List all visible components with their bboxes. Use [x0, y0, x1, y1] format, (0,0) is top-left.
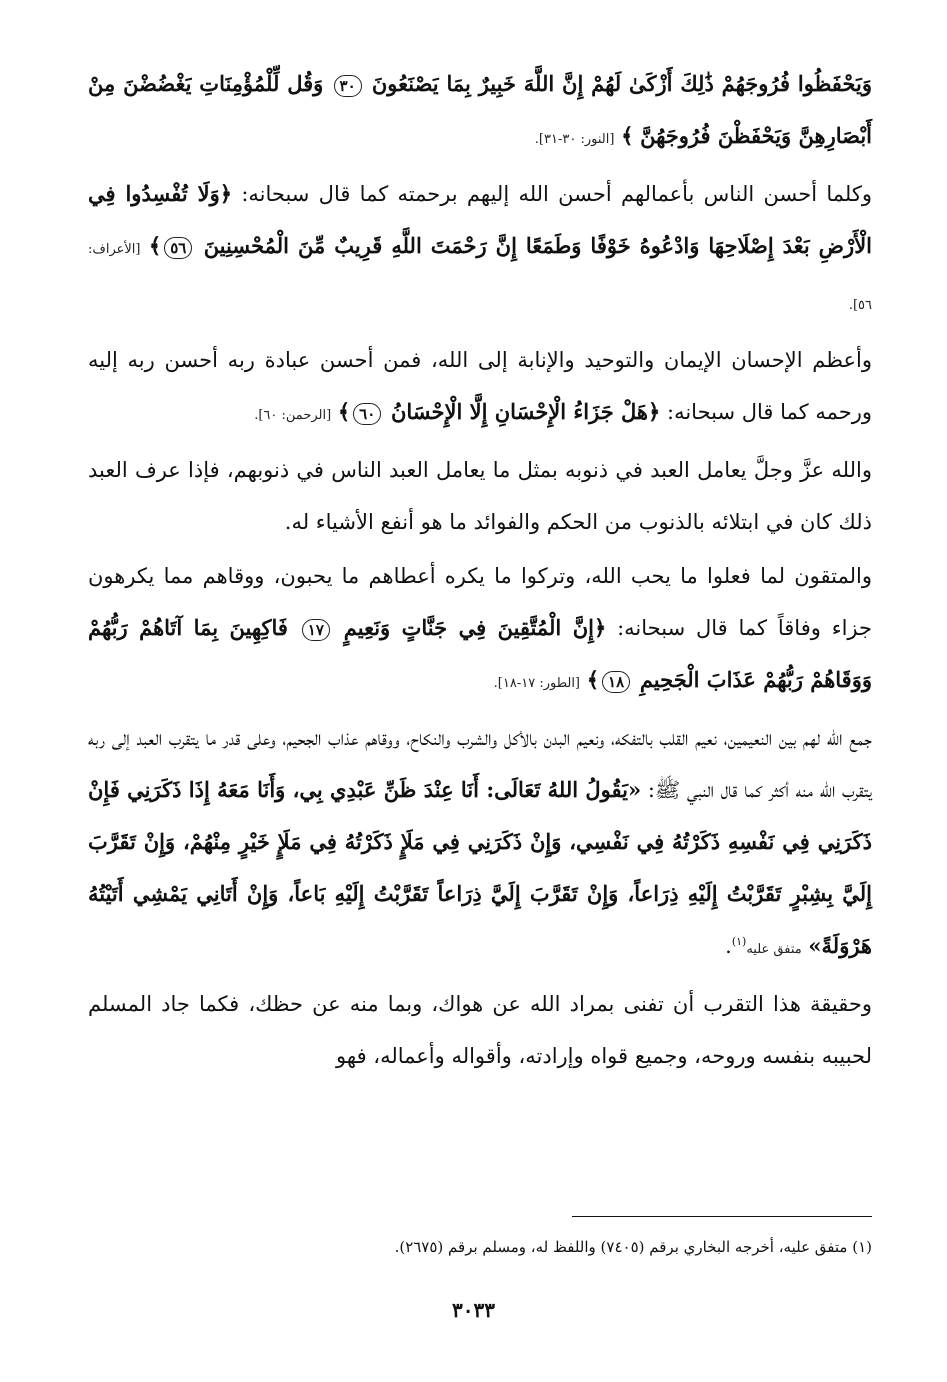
paragraph-text: وكلما أحسن الناس بأعمالهم أحسن الله إليهم برحمته كما قال سبحانه: [241, 182, 872, 206]
hadith-quote: «يَقُولُ اللهُ تَعَالَى: أَنَا عِنْدَ ظَنِّ عَبْدِي بِي، وَأَنَا مَعَهُ إِذَا ذَكَرَنِي فَإِنْ ذَكَرَنِي فِي نَفْسِهِ ذَكَرْتُهُ فِي نَفْسِي، وَإِنْ ذَكَرَنِي فِي مَلَإٍ ذَكَرْتُهُ فِي مَلَإٍ خَيْرٍ مِنْهُمْ، وَإِنْ تَقَرَّبَ إِلَيَّ بِشِبْرٍ تَقَرَّبْتُ إِلَيْهِ ذِرَاعاً، وَإِنْ تَقَرَّبَ إِلَيَّ ذِرَاعاً تَقَرَّبْتُ إِلَيْهِ بَاعاً، وَإِنْ أَتَانِي يَمْشِي أَتَيْتُهُ هَرْوَلَةً» [88, 777, 872, 958]
paragraph-text: وأعظم الإحسان الإيمان والتوحيد والإنابة إلى الله، فمن أحسن عبادة ربه أحسن ربه إليه ورحمه كما قال سبحانه: [88, 348, 872, 424]
footnote-divider [572, 1216, 872, 1217]
ayah-number: ١٧ [302, 619, 330, 641]
ayah-number: ٣٠ [334, 75, 362, 97]
sentence-end: . [725, 934, 732, 958]
quran-verse: فَاكِهِينَ بِمَا آتَاهُمْ رَبُّهُمْ وَوَقَاهُمْ رَبُّهُمْ عَذَابَ الْجَحِيمِ [88, 615, 872, 692]
quran-verse: إِنَّ الْمُتَّقِينَ فِي جَنَّاتٍ وَنَعِيمٍ [343, 615, 594, 640]
paragraph-text: والمتقون لما فعلوا ما يحب الله، وتركوا ما يكره أعطاهم ما يحبون، ووقاهم مما يكرهون جزاء وفاقاً كما قال سبحانه: [88, 564, 872, 640]
paragraph-7 [88, 978, 872, 1082]
page-body [88, 58, 872, 1082]
paragraph-text: جمع الله لهم بين النعيمين، نعيم القلب بالتفكه، ونعيم البدن بالأكل والشرب والنكاح، ووقاهم عذاب الجحيم، وعلى قدر ما يتقرب العبد إلى ربه يتقرب الله منه أكثر كما قال النبي ﷺ: [88, 726, 872, 802]
paragraph-3 [88, 334, 872, 442]
quran-close-bracket: ﴾ [621, 123, 634, 148]
quran-verse: وَلَا تُفْسِدُوا فِي الْأَرْضِ بَعْدَ إِصْلَاحِهَا وَادْعُوهُ خَوْفًا وَطَمَعًا إِنَّ رَحْمَتَ اللَّهِ قَرِيبٌ مِّنَ الْمُحْسِنِينَ [88, 181, 872, 258]
quran-open-bracket: ﴿ [648, 399, 661, 424]
ayah-number: ١٨ [602, 671, 630, 693]
quran-open-bracket: ﴿ [219, 181, 233, 206]
hadith-reference: متفق عليه [746, 942, 802, 957]
page-number: ٣٠٣٣ [452, 1298, 495, 1322]
surah-reference: [الرحمن: ٦٠]. [254, 408, 332, 423]
surah-reference: [الطور: ١٧-١٨]. [493, 676, 581, 691]
footnote-marker[interactable]: (١) [731, 935, 747, 948]
paragraph-5 [88, 550, 872, 710]
surah-reference: [النور: ٣٠-٣١]. [534, 132, 615, 147]
footnote: (١) متفق عليه، أخرجه البخاري برقم (٧٤٠٥) واللفظ له، ومسلم برقم (٢٦٧٥). [394, 1238, 872, 1256]
paragraph-text: وحقيقة هذا التقرب أن تفنى بمراد الله عن هواك، وبما منه عن حظك، فكما جاد المسلم لحبيبه بنفسه وروحه، وجميع قواه وإرادته، وأقواله وأعماله، فهو [88, 992, 872, 1068]
paragraph-text: والله عزَّ وجلَّ يعامل العبد في ذنوبه بمثل ما يعامل العبد الناس في ذنوبهم، فإذا عرف العبد ذلك كان في ابتلائه بالذنوب من الحكم والفوائد ما هو أنفع الأشياء له. [88, 458, 872, 534]
quran-verse: هَلْ جَزَاءُ الْإِحْسَانِ إِلَّا الْإِحْسَانُ [390, 399, 648, 424]
ayah-number: ٥٦ [164, 237, 192, 259]
quran-close-bracket: ﴾ [148, 233, 162, 258]
quran-verse: وَيَحْفَظُوا فُرُوجَهُمْ ذَٰلِكَ أَزْكَىٰ لَهُمْ إِنَّ اللَّهَ خَبِيرٌ بِمَا يَصْنَعُونَ [371, 71, 872, 96]
ayah-number: ٦٠ [353, 403, 381, 425]
paragraph-4 [88, 444, 872, 548]
quran-open-bracket: ﴿ [593, 615, 607, 640]
paragraph-6 [88, 712, 872, 976]
quran-close-bracket: ﴾ [586, 667, 600, 692]
paragraph-1 [88, 58, 872, 166]
paragraph-2 [88, 168, 872, 332]
surah-reference: [الأعراف: ٥٦]. [88, 242, 872, 313]
quran-verse: وَقُل لِّلْمُؤْمِنَاتِ يَغْضُضْنَ مِنْ أَبْصَارِهِنَّ وَيَحْفَظْنَ فُرُوجَهُنَّ [88, 71, 872, 148]
quran-close-bracket: ﴾ [337, 399, 351, 424]
